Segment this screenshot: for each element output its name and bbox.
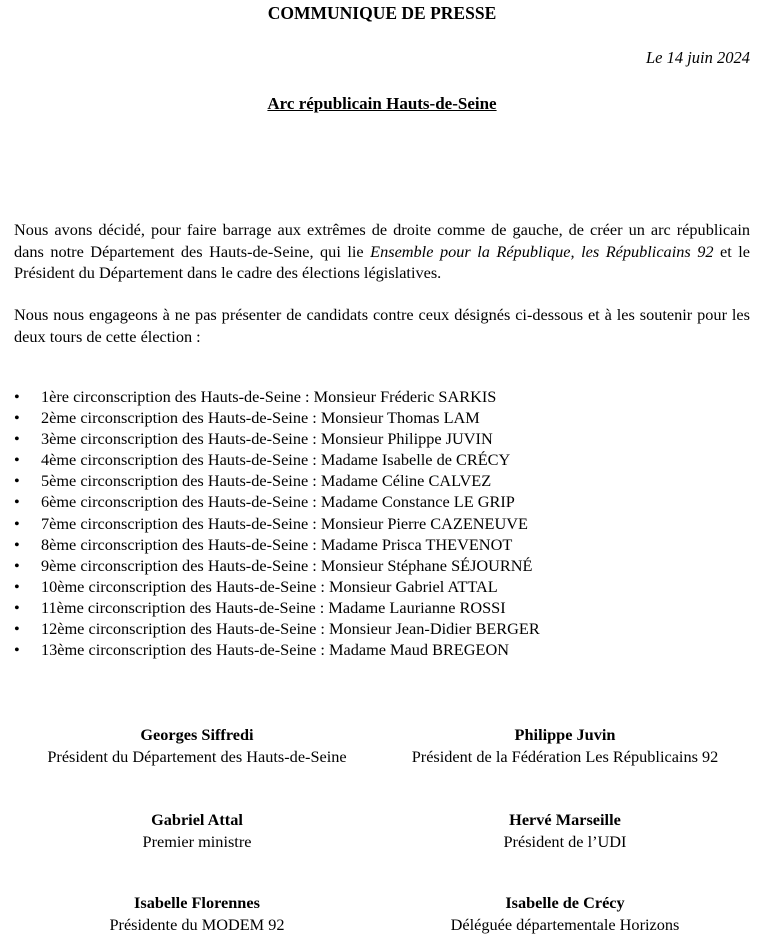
candidate-text: 7ème circonscription des Hauts-de-Seine : Monsieur Pierre CAZENEUVE <box>41 513 528 533</box>
candidate-text: 5ème circonscription des Hauts-de-Seine : Madame Céline CALVEZ <box>41 471 492 491</box>
document-title-text: Arc républicain Hauts-de-Seine <box>267 94 497 113</box>
signatory-name: Gabriel Attal <box>151 810 243 829</box>
list-item <box>14 639 540 660</box>
candidate-text: 1ère circonscription des Hauts-de-Seine : Monsieur Fréderic SARKIS <box>41 387 497 406</box>
candidate-text: 13ème circonscription des Hauts-de-Seine : Madame Maud BREGEON <box>41 640 509 660</box>
list-item <box>14 513 540 534</box>
bullet-icon: • <box>14 534 20 554</box>
candidate-text: 6ème circonscription des Hauts-de-Seine : Madame Constance LE GRIP <box>41 492 515 512</box>
bullet-icon: • <box>14 408 20 428</box>
bullet-icon: • <box>14 576 20 596</box>
release-date: Le 14 juin 2024 <box>645 48 750 67</box>
bullet-icon: • <box>14 640 20 660</box>
signatory-name: Georges Siffredi <box>140 725 254 744</box>
signatory-name: Philippe Juvin <box>514 725 616 744</box>
press-release-heading: COMMUNIQUE DE PRESSE <box>267 3 497 23</box>
intro-italic-parties: Ensemble pour la République, les Républicains 92 <box>370 241 714 261</box>
signatory-name: Isabelle Florennes <box>134 893 260 912</box>
list-item <box>14 407 540 428</box>
list-item <box>14 534 540 555</box>
bullet-icon: • <box>14 555 20 575</box>
signatory-block <box>6 724 388 768</box>
commitment-paragraph: Nous nous engageons à ne pas présenter de candidats contre ceux désignés ci-dessous et à les soutenir pour les deux tours de cette élection : <box>14 305 750 346</box>
signatory-name: Isabelle de Crécy <box>505 893 625 912</box>
candidate-text: 10ème circonscription des Hauts-de-Seine : Monsieur Gabriel ATTAL <box>41 576 498 596</box>
candidate-text: 12ème circonscription des Hauts-de-Seine : Monsieur Jean-Didier BERGER <box>41 619 540 639</box>
intro-text-2: et le Président du Département dans le cadre des élections législatives. <box>14 241 751 282</box>
signatory-block <box>6 809 388 853</box>
signatory-block <box>6 892 388 936</box>
bullet-icon: • <box>14 450 20 470</box>
list-item <box>14 386 540 407</box>
bullet-icon: • <box>14 619 20 639</box>
list-item <box>14 428 540 449</box>
signatory-role: Premier ministre <box>142 832 252 851</box>
list-item <box>14 470 540 491</box>
bullet-icon: • <box>14 387 20 406</box>
signatory-block <box>374 809 756 853</box>
list-item <box>14 449 540 470</box>
bullet-icon: • <box>14 597 20 617</box>
candidate-text: 4ème circonscription des Hauts-de-Seine : Madame Isabelle de CRÉCY <box>41 450 511 470</box>
bullet-icon: • <box>14 492 20 512</box>
list-item <box>14 555 540 576</box>
signatory-block <box>374 724 756 768</box>
list-item <box>14 491 540 512</box>
signatory-role: Président de l’UDI <box>503 832 627 851</box>
list-item <box>14 576 540 597</box>
candidate-text: 9ème circonscription des Hauts-de-Seine : Monsieur Stéphane SÉJOURNÉ <box>41 555 533 575</box>
bullet-icon: • <box>14 513 20 533</box>
candidate-text: 3ème circonscription des Hauts-de-Seine : Monsieur Philippe JUVIN <box>41 429 493 449</box>
signatory-role: Président du Département des Hauts-de-Seine <box>47 747 347 766</box>
signatory-role: Déléguée départementale Horizons <box>450 915 680 934</box>
bullet-icon: • <box>14 429 20 449</box>
signatory-role: Présidente du MODEM 92 <box>109 915 285 934</box>
signatory-role: Président de la Fédération Les Républicains 92 <box>411 747 719 766</box>
candidate-list <box>14 386 540 660</box>
list-item <box>14 597 540 618</box>
bullet-icon: • <box>14 471 20 491</box>
signatory-block <box>374 892 756 936</box>
candidate-text: 8ème circonscription des Hauts-de-Seine : Madame Prisca THEVENOT <box>41 534 513 554</box>
candidate-text: 11ème circonscription des Hauts-de-Seine : Madame Laurianne ROSSI <box>41 597 506 617</box>
signatory-name: Hervé Marseille <box>509 810 621 829</box>
candidate-text: 2ème circonscription des Hauts-de-Seine : Monsieur Thomas LAM <box>41 408 480 428</box>
intro-paragraph <box>14 219 750 284</box>
document-title <box>0 94 764 114</box>
intro-text-1: Nous avons décidé, pour faire barrage aux extrêmes de droite comme de gauche, de créer un arc républicain dans notre Département des Hauts-de-Seine, qui lie <box>14 220 750 261</box>
list-item <box>14 618 540 639</box>
